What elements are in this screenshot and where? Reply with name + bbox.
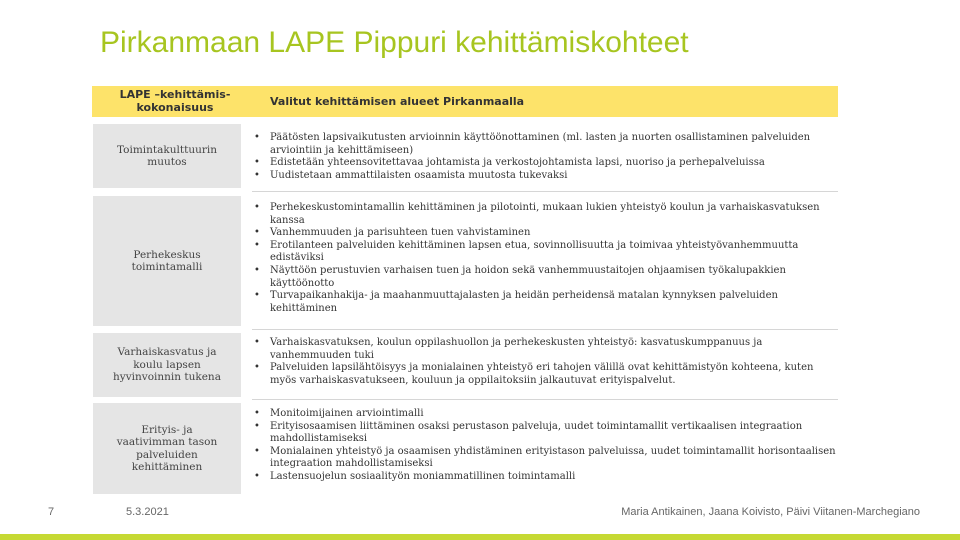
row-category-family-center: Perhekeskus toimintamalli bbox=[93, 196, 241, 326]
list-item: • Vanhemmuuden ja parisuhteen tuen vahvistaminen bbox=[252, 227, 838, 240]
development-table bbox=[92, 86, 840, 496]
slide-authors: Maria Antikainen, Jaana Koivisto, Päivi Viitanen-Marchegiano bbox=[621, 506, 920, 518]
row-category-culture: Toimintakulttuurin muutos bbox=[93, 124, 241, 188]
list-item: • Päätösten lapsivaikutusten arvioinnin käyttöönottaminen (ml. lasten ja nuorten osallistaminen palveluiden arviointiin ja kehittämiseen) bbox=[252, 132, 838, 157]
list-item: • Edistetään yhteensovitettavaa johtamista ja verkostojohtamista lapsi, nuoriso ja perhepalveluissa bbox=[252, 157, 838, 170]
row-items-special-services bbox=[252, 408, 838, 484]
row-divider bbox=[252, 191, 838, 192]
list-item: • Näyttöön perustuvien varhaisen tuen ja hoidon sekä vanhemmuustaitojen ohjaamisen työkalupakkien käyttöönotto bbox=[252, 265, 838, 290]
row-items-education bbox=[252, 337, 838, 387]
list-item: • Uudistetaan ammattilaisten osaamista muutosta tukevaksi bbox=[252, 170, 838, 183]
list-item: • Erotilanteen palveluiden kehittäminen lapsen etua, sovinnollisuutta ja toimivaa yhteistyövanhemmuutta edistäviksi bbox=[252, 240, 838, 265]
list-item: • Erityisosaamisen liittäminen osaksi perustason palveluja, uudet toimintamallit vertikaalisen integraation mahdollistamiseksi bbox=[252, 421, 838, 446]
list-item: • Monialainen yhteistyö ja osaamisen yhdistäminen erityistason palveluissa, uudet toimintamallit horisontaalisen integraation mahdollistamiseksi bbox=[252, 446, 838, 471]
header-areas: Valitut kehittämisen alueet Pirkanmaalla bbox=[270, 95, 525, 108]
list-item: • Varhaiskasvatuksen, koulun oppilashuollon ja perhekeskusten yhteistyö: kasvatuskumppanuus ja vanhemmuuden tuki bbox=[252, 337, 838, 362]
header-category: LAPE –kehittämis- kokonaisuus bbox=[119, 88, 231, 114]
accent-bar bbox=[0, 534, 960, 540]
row-category-special-services: Erityis- ja vaativimman tason palveluiden kehittäminen bbox=[93, 403, 241, 494]
page-number: 7 bbox=[48, 506, 55, 518]
row-divider bbox=[252, 399, 838, 400]
slide-title: Pirkanmaan LAPE Pippuri kehittämiskohteet bbox=[100, 26, 689, 59]
row-items-family-center bbox=[252, 202, 838, 315]
row-items-culture bbox=[252, 132, 838, 182]
row-divider bbox=[252, 329, 838, 330]
list-item: • Monitoimijainen arviointimalli bbox=[252, 408, 838, 421]
table-header bbox=[92, 86, 838, 117]
list-item: • Palveluiden lapsilähtöisyys ja monialainen yhteistyö eri tahojen välillä ovat kehittämistyön kohteena, kuten myös varhaiskasvatukseen, kouluun ja oppilaitoksiin jalkautuvat erityispalvelut. bbox=[252, 362, 838, 387]
list-item: • Lastensuojelun sosiaalityön moniammatillinen toimintamalli bbox=[252, 471, 838, 484]
row-category-education: Varhaiskasvatus ja koulu lapsen hyvinvoinnin tukena bbox=[93, 333, 241, 397]
slide-date: 5.3.2021 bbox=[126, 506, 169, 518]
list-item: • Turvapaikanhakija- ja maahanmuuttajalasten ja heidän perheidensä matalan kynnyksen palveluiden kehittäminen bbox=[252, 290, 838, 315]
list-item: • Perhekeskustomintamallin kehittäminen ja pilotointi, mukaan lukien yhteistyö koulun ja varhaiskasvatuksen kanssa bbox=[252, 202, 838, 227]
